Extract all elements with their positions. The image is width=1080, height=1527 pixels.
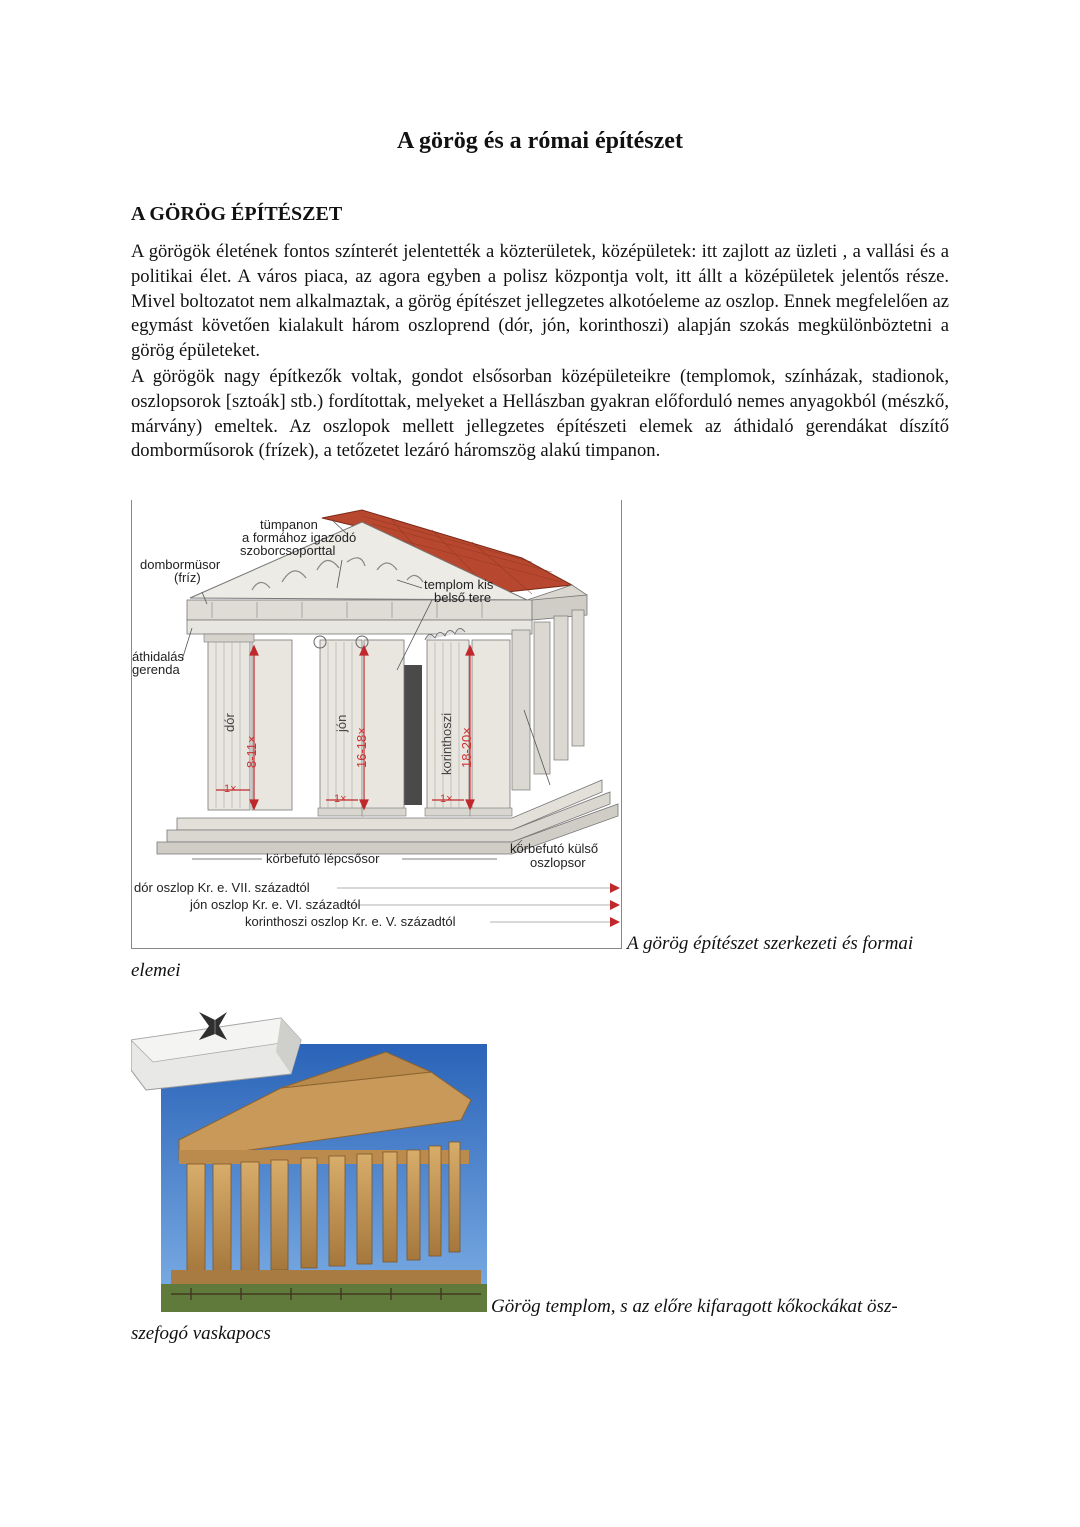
label-unit-ionic: 1×: [334, 793, 347, 805]
label-ionic-ratio: 16-18×: [354, 727, 369, 768]
label-frieze-1: dombormüsor: [140, 557, 221, 572]
label-interior-1: templom kis: [424, 577, 494, 592]
caption-1-line-1: A görög építészet szerkezeti és formai: [627, 933, 914, 954]
label-beam-1: áthidalás: [132, 649, 185, 664]
paragraph-1: A görögök életének fontos színterét jelentették a közterületek, középületek: itt zajlott az üzleti , a vallási és a politikai élet. A város piaca, az agora egyben a polisz központja volt, itt állt a középületek jelentős része. Mivel boltozatot nem alkalmaztak, a görög építészet jellegzetes alkotóeleme az oszlop. Ennek megfelelően az egymást követően kialakult három oszloprend (dór, jón, korinthoszi) alapján szokás megkülönböztetni a görög épületeket.: [131, 241, 949, 362]
label-corinthian-ratio: 18-20×: [459, 727, 474, 768]
temple-photo-illustration: [131, 1000, 487, 1312]
label-unit-corinthian: 1×: [440, 793, 453, 805]
label-colonnade-2: oszlopsor: [530, 855, 586, 870]
label-corinthian: korinthoszi: [439, 712, 454, 775]
label-timpanon: tümpanon: [260, 517, 318, 532]
timeline-doric: dór oszlop Kr. e. VII. századtól: [134, 880, 310, 895]
label-steps: körbefutó lépcsősor: [266, 851, 380, 866]
caption-2-line-2: szefogó vaskapocs: [131, 1323, 271, 1344]
paragraph-2: A görögök nagy építkezők voltak, gondot elsősorban középületeikre (templomok, színházak, stadionok, oszlopsorok [sztoák] stb.) fordítottak, melyeket a Hellászban gyakran előforduló nemes anyagokból (mészkő, márvány) emeltek. Az oszlopok mellett jellegzetes építészeti elemek az áthidaló gerendákat díszítő domborműsorok (frízek), a tetőzetet lezáró háromszög alakú timpanon.: [131, 366, 949, 462]
label-interior-2: belső tere: [434, 590, 492, 605]
page-title: A görög és a római építészet: [397, 128, 683, 154]
greek-temple-diagram: [131, 500, 622, 949]
label-colonnade-1: körbefutó külső: [510, 841, 599, 856]
label-unit-doric: 1×: [224, 783, 237, 795]
label-doric-ratio: 8-11×: [244, 735, 259, 768]
caption-2-line-1: Görög templom, s az előre kifaragott kőkockákat ösz-: [491, 1296, 898, 1317]
label-ionic: jón: [334, 714, 349, 732]
timeline-corinthian: korinthoszi oszlop Kr. e. V. századtól: [245, 914, 456, 929]
timeline-ionic: jón oszlop Kr. e. VI. századtól: [190, 897, 361, 912]
label-sculpture-1: a formához igazodó: [242, 530, 357, 545]
greek-temple-photo: [131, 1000, 487, 1312]
label-beam-2: gerenda: [132, 662, 180, 677]
label-doric: dór: [222, 713, 237, 732]
label-sculpture-2: szoborcsoporttal: [240, 543, 336, 558]
label-frieze-2: (fríz): [174, 570, 201, 585]
caption-1-line-2: elemei: [131, 960, 181, 981]
section-heading: A GÖRÖG ÉPÍTÉSZET: [131, 203, 343, 225]
